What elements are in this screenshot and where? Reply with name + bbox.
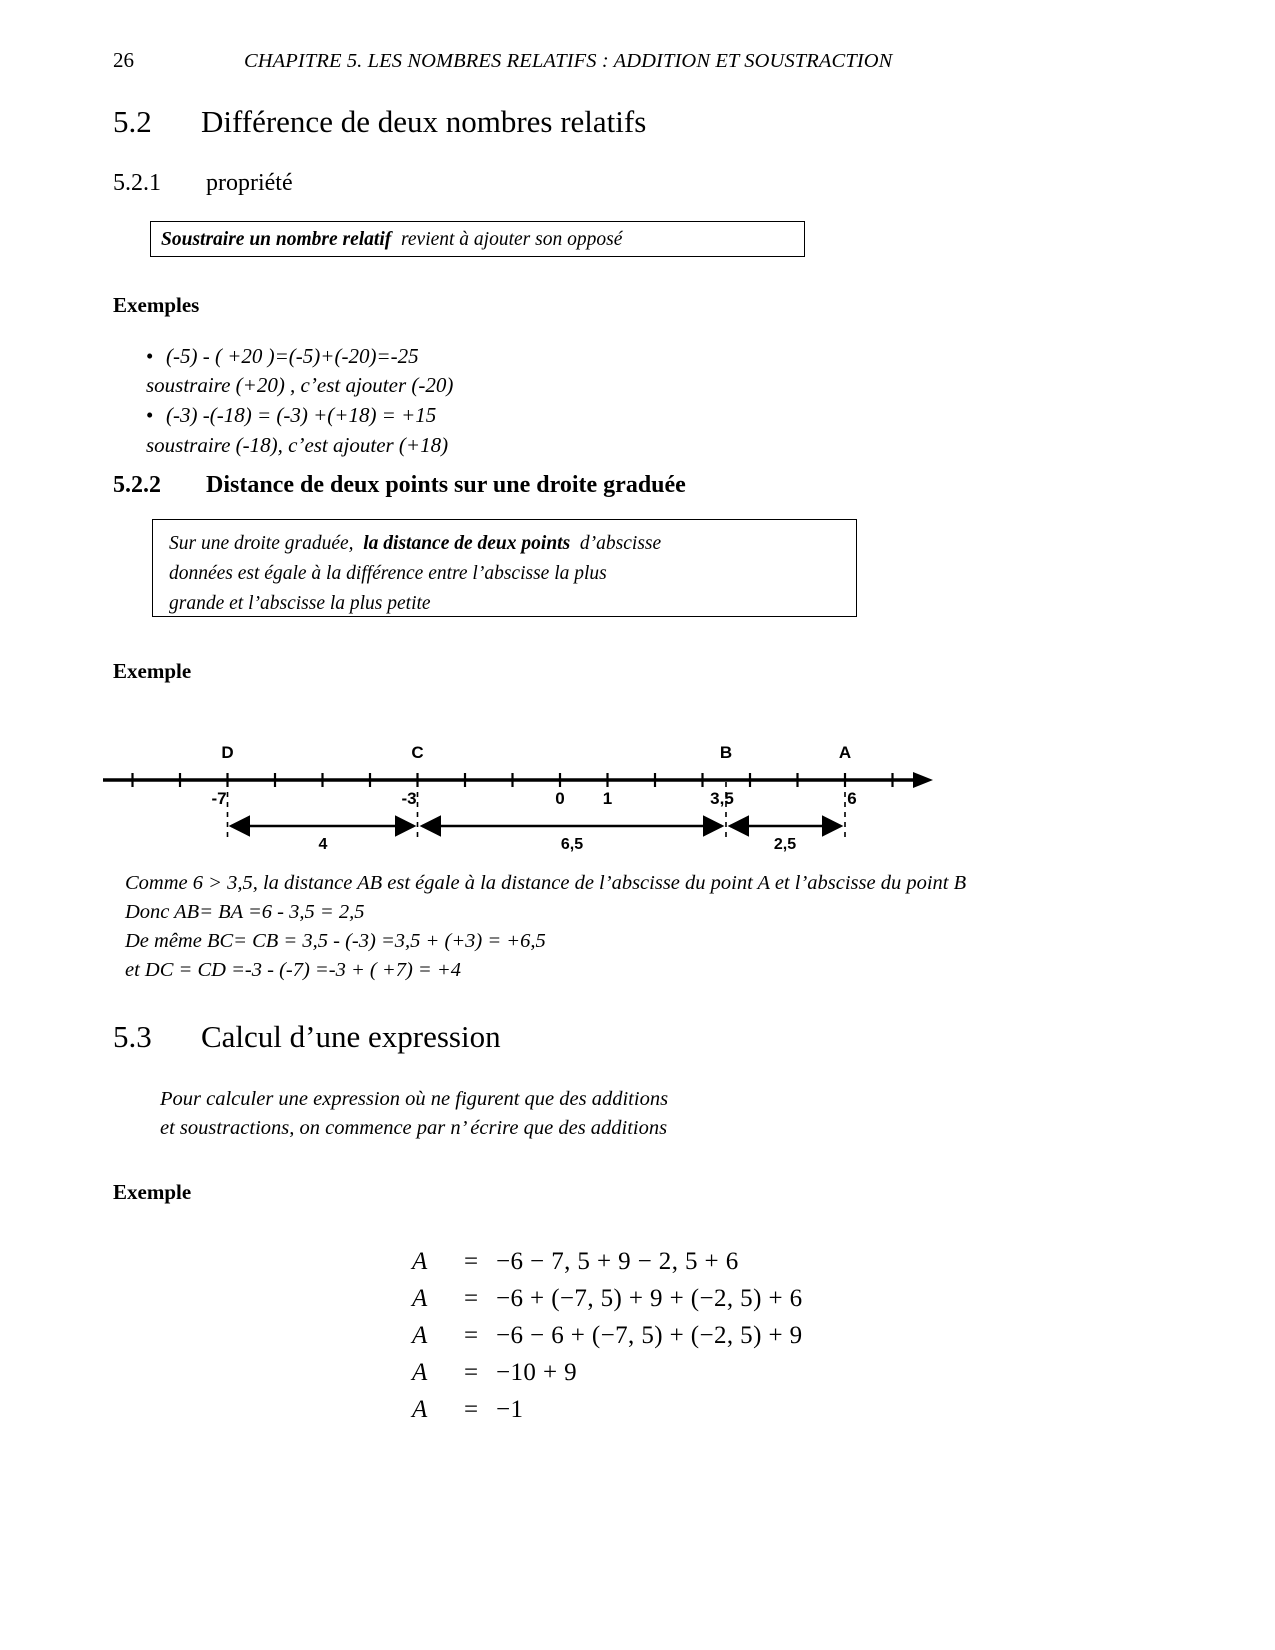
page-number: 26 xyxy=(113,48,134,72)
explanation-line-3: De même BC= CB = 3,5 - (-3) =3,5 + (+3) = +6,5 xyxy=(125,930,546,952)
math-equals: = xyxy=(463,1248,479,1275)
property-box-rest: revient à ajouter son opposé xyxy=(401,229,623,250)
svg-text:-3: -3 xyxy=(401,789,417,808)
example-line-3-text: (-3) -(-18) = (-3) +(+18) = +15 xyxy=(166,403,437,427)
subsection-heading-5-2-2 xyxy=(113,472,686,499)
example-line-2-text: soustraire (+20) , c’est ajouter (-20) xyxy=(146,373,454,397)
math-lhs: A xyxy=(412,1359,428,1386)
math-display xyxy=(412,1248,803,1433)
distance-definition-line-2: données est égale à la différence entre l’abscisse la plus xyxy=(169,563,607,584)
svg-text:0: 0 xyxy=(555,789,565,808)
math-rhs: −1 xyxy=(496,1396,524,1423)
math-equals: = xyxy=(463,1359,479,1386)
svg-text:C: C xyxy=(411,743,424,762)
distance-definition-line-1b: d’abscisse xyxy=(579,533,662,554)
svg-text:B: B xyxy=(719,743,733,762)
property-box xyxy=(150,221,805,257)
subsection-title-5-2-1: propriété xyxy=(206,170,293,196)
section-heading-5-3 xyxy=(113,1019,501,1055)
explanation-line-2: Donc AB= BA =6 - 3,5 = 2,5 xyxy=(125,901,365,923)
svg-text:6: 6 xyxy=(847,789,857,808)
calcul-statement-line-2: et soustractions, on commence par n’ écrire que des additions xyxy=(160,1117,668,1139)
svg-text:-7: -7 xyxy=(211,789,227,808)
subsection-heading-5-2-1 xyxy=(113,170,293,197)
distance-definition-line-1a: Sur une droite graduée, xyxy=(169,533,354,554)
explanation-line-1: Comme 6 > 3,5, la distance AB est égale à la distance de l’abscisse du point A et l’abscisse du point B xyxy=(125,872,967,894)
math-rhs: −6 − 7, 5 + 9 − 2, 5 + 6 xyxy=(496,1248,739,1275)
math-rhs: −6 + (−7, 5) + 9 + (−2, 5) + 6 xyxy=(496,1285,803,1312)
distance-definition-box xyxy=(152,519,857,617)
calcul-statement-line-1: Pour calculer une expression où ne figurent que des additions xyxy=(160,1088,669,1110)
math-lhs: A xyxy=(412,1285,428,1312)
section-title-5-2: Différence de deux nombres relatifs xyxy=(201,104,647,139)
bullet-icon: • xyxy=(146,403,154,427)
math-equals: = xyxy=(463,1285,479,1312)
math-lhs: A xyxy=(412,1322,428,1349)
svg-text:2,5: 2,5 xyxy=(773,836,797,853)
math-row xyxy=(412,1396,803,1433)
bullet-icon: • xyxy=(146,344,154,368)
svg-text:1: 1 xyxy=(602,789,613,808)
property-box-strong: Soustraire un nombre relatif xyxy=(161,229,392,250)
distance-definition-text xyxy=(153,520,856,619)
section-number-5-3: 5.3 xyxy=(113,1019,152,1054)
math-lhs: A xyxy=(412,1248,428,1275)
distance-definition-line-3: grande et l’abscisse la plus petite xyxy=(169,593,431,614)
distance-definition-strong: la distance de deux points xyxy=(363,533,571,554)
math-row xyxy=(412,1285,803,1322)
chapter-title: CHAPITRE 5. LES NOMBRES RELATIFS : ADDITION ET SOUSTRACTION xyxy=(244,50,893,72)
svg-text:A: A xyxy=(838,743,852,762)
svg-text:4: 4 xyxy=(318,836,328,853)
example-line-1-text: (-5) - ( +20 )=(-5)+(-20)=-25 xyxy=(166,344,419,368)
math-equals: = xyxy=(463,1322,479,1349)
running-header xyxy=(113,48,1162,78)
math-row xyxy=(412,1359,803,1396)
svg-text:D: D xyxy=(221,743,234,762)
math-row xyxy=(412,1322,803,1359)
subsection-number-5-2-1: 5.2.1 xyxy=(113,170,161,196)
svg-text:6,5: 6,5 xyxy=(560,836,584,853)
example-heading-2: Exemple xyxy=(113,1180,192,1204)
math-rhs: −10 + 9 xyxy=(496,1359,577,1386)
distance-definition-line-1 xyxy=(169,529,856,559)
subsection-title-5-2-2: Distance de deux points sur une droite graduée xyxy=(206,472,686,498)
math-equals: = xyxy=(463,1396,479,1423)
property-box-text xyxy=(151,222,804,255)
subsection-number-5-2-2: 5.2.2 xyxy=(113,472,161,498)
math-row xyxy=(412,1248,803,1285)
examples-heading-1: Exemples xyxy=(113,293,200,317)
number-line-figure xyxy=(95,726,955,856)
section-heading-5-2 xyxy=(113,104,646,140)
math-lhs: A xyxy=(412,1396,428,1423)
example-heading-1: Exemple xyxy=(113,659,192,683)
example-line-4-text: soustraire (-18), c’est ajouter (+18) xyxy=(146,433,449,457)
svg-text:3,5: 3,5 xyxy=(710,789,734,808)
section-number-5-2: 5.2 xyxy=(113,104,152,139)
explanation-line-4: et DC = CD =-3 - (-7) =-3 + ( +7) = +4 xyxy=(125,959,461,981)
math-rhs: −6 − 6 + (−7, 5) + (−2, 5) + 9 xyxy=(496,1322,803,1349)
section-title-5-3: Calcul d’une expression xyxy=(201,1019,501,1054)
